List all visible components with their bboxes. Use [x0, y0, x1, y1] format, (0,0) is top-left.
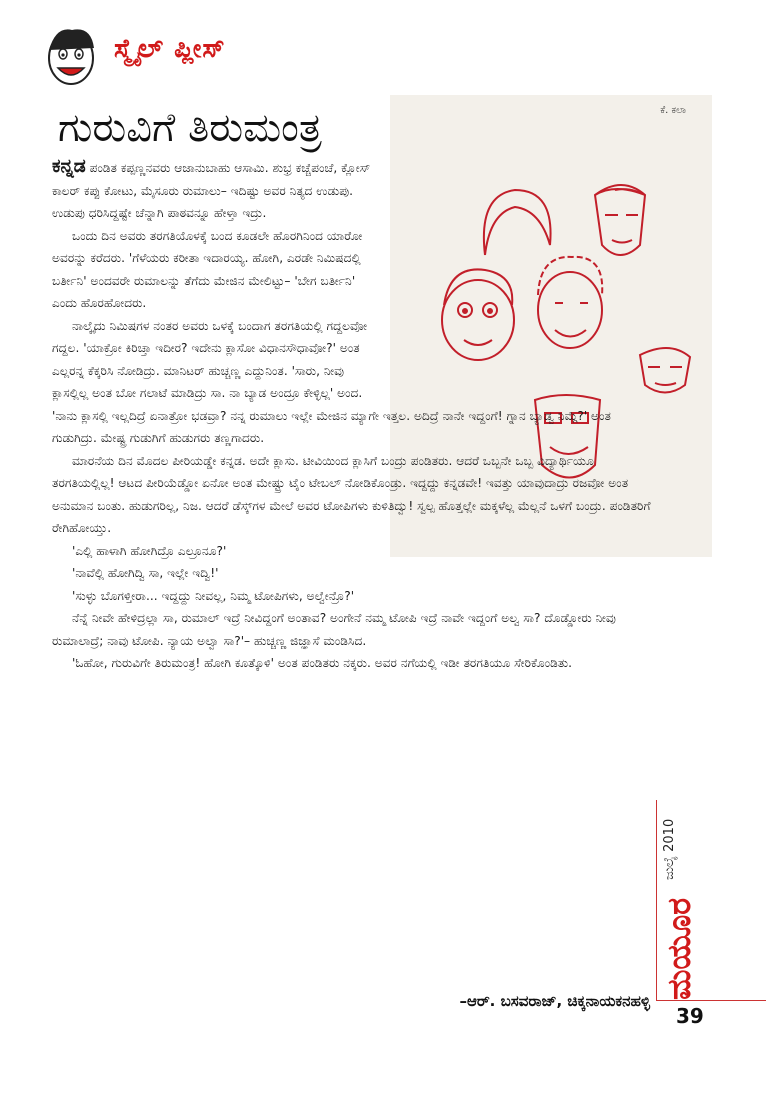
footer-rule: [656, 1000, 766, 1001]
issue-date: ಜುಲೈ 2010: [662, 818, 677, 880]
section-header: [36, 20, 336, 80]
lead-word: ಕನ್ನಡ: [52, 155, 86, 177]
side-rule: [656, 800, 657, 1000]
paragraph-3: ನಾಲ್ಕೈದು ನಿಮಿಷಗಳ ನಂತರ ಅವರು ಒಳಕ್ಕೆ ಬಂದಾಗ ತರಗತಿಯಲ್ಲಿ ಗದ್ದಲವೋ ಗದ್ದಲ. 'ಯಾಕ್ರೋ ಕಿರಿಚ್ತಾ ಇದೀರ? ಇದೇನು ಕ್ಲಾಸೋ ವಿಧಾನಸೌಧಾವೋ?' ಅಂತ ಎಲ್ಲರನ್ನ ಕೆಕ್ಕರಿಸಿ ನೋಡಿದ್ರು. ಮಾನಿಟರ್ ಹುಚ್ಚಣ್ಣ ಎದ್ದುನಿಂತ. 'ಸಾರು, ನೀವು ಕ್ಲಾಸಲ್ಲಿಲ್ಲ ಅಂತ ಬೋ ಗಲಾಟೆ ಮಾಡಿದ್ರು ಸಾ. ನಾ ಬ್ಯಾಡ ಅಂದ್ರೂ ಕೇಳ್ಳಿಲ್ಲ' ಅಂದ.: [52, 318, 368, 400]
paragraph-1: ಕನ್ನಡ ಪಂಡಿತ ಕಪ್ಪಣ್ಣನವರು ಆಜಾನುಬಾಹು ಆಸಾಮಿ. ಶುಭ್ರ ಕಚ್ಚೆಪಂಚೆ, ಕ್ಲೋಸ್ ಕಾಲರ್ ಕಪ್ಪು ಕೋಟು, ಮೈಸೂರು ರುಮಾಲು– ಇದಿಷ್ಟು ಅವರ ನಿತ್ಯದ ಉಡುಪು. ಉಡುಪು ಧರಿಸಿದ್ದಷ್ಟೇ ಚೆನ್ನಾಗಿ ಪಾಠವನ್ನೂ ಹೇಳ್ತಾ ಇದ್ರು.: [52, 155, 371, 220]
paragraph-2: ಒಂದು ದಿನ ಅವರು ತರಗತಿಯೊಳಕ್ಕೆ ಬಂದ ಕೂಡಲೇ ಹೊರಗಿನಿಂದ ಯಾರೋ ಅವರನ್ನು ಕರೆದರು. 'ಗೆಳೆಯರು ಕರೀತಾ ಇದಾರಯ್ಯ. ಹೋಗಿ, ಎರಡೇ ನಿಮಿಷದಲ್ಲಿ ಬರ್ತೀನಿ' ಅಂದವರೇ ರುಮಾಲನ್ನು ತೆಗೆದು ಮೇಜಿನ ಮೇಲಿಟ್ಟು– 'ಬೇಗ ಬರ್ತೀನಿ' ಎಂದು ಹೊರಹೋದರು.: [52, 228, 363, 310]
paragraph-10: 'ಓಹೋ, ಗುರುವಿಗೇ ತಿರುಮಂತ್ರ! ಹೋಗಿ ಕೂತ್ಕೊಳಿ' ಅಂತ ಪಂಡಿತರು ನಕ್ಕರು. ಅವರ ನಗೆಯಲ್ಲಿ ಇಡೀ ತರಗತಿಯೂ ಸೇರಿಕೊಂಡಿತು.: [72, 656, 573, 670]
section-title: ಸ್ಮೈಲ್ ಪ್ಲೀಸ್: [114, 34, 226, 64]
article-title: ಗುರುವಿಗೆ ತಿರುಮಂತ್ರ: [58, 105, 322, 151]
cartoon-face-icon: [36, 20, 106, 90]
article-byline: –ಆರ್. ಬಸವರಾಜ್, ಚಿಕ್ಕನಾಯಕನಹಳ್ಳಿ: [459, 992, 650, 1010]
paragraph-6: 'ಎಲ್ಲಿ ಹಾಳಾಗಿ ಹೋಗಿದ್ರೊ ಎಲ್ರೂನೂ?': [72, 543, 227, 558]
paragraph-7: 'ನಾವೆಲ್ಲಿ ಹೋಗಿದ್ವಿ ಸಾ, ಇಲ್ಲೇ ಇದ್ವಿ!': [72, 566, 219, 580]
article-body: [52, 155, 652, 675]
illustration-credit: ಕೆ. ಕಲಾ: [660, 105, 686, 116]
paragraph-5: ಮಾರನೆಯ ದಿನ ಮೊದಲ ಪೀರಿಯಡ್ಡೇ ಕನ್ನಡ. ಅದೇ ಕ್ಲಾಸು. ಟೀವಿಯಿಂದ ಕ್ಲಾಸಿಗೆ ಬಂದ್ರು ಪಂಡಿತರು. ಆದರೆ ಒಬ್ಬನೇ ಒಬ್ಬ ವಿದ್ಯಾರ್ಥಿಯೂ ತರಗತಿಯಲ್ಲಿಲ್ಲ! ಆಟದ ಪೀರಿಯೆಡ್ಡೋ ಏನೋ ಅಂತ ಮೇಷ್ಟ್ರು ಟೈಂ ಟೇಬಲ್ ನೋಡಿಕೊಂಡ್ರು. ಇದ್ದದ್ದು ಕನ್ನಡವೇ! ಇವತ್ತು ಯಾವುದಾದ್ರು ರಜವೋ ಅಂತ ಅನುಮಾನ ಬಂತು. ಹುಡುಗರಿಲ್ಲ, ನಿಜ. ಆದರೆ ಡೆಸ್ಕ್‌ಗಳ ಮೇಲೆ ಅವರ ಟೋಪಿಗಳು ಕುಳಿತಿದ್ವು! ಸ್ವಲ್ಪ ಹೊತ್ತಲ್ಲೇ ಮಕ್ಕಳೆಲ್ಲ ಮೆಲ್ಲನೆ ಒಳಗೆ ಬಂದ್ರು. ಪಂಡಿತರಿಗೆ ರೇಗಿಹೋಯ್ತು.: [52, 453, 651, 535]
page-number: 39: [676, 1004, 704, 1028]
paragraph-8: 'ಸುಳ್ಳು ಬೊಗಳ್ತೀರಾ... ಇದ್ದದ್ದು ನೀವಲ್ಲ, ನಿಮ್ಮ ಟೋಪಿಗಳು, ಅಲ್ವೇನ್ರೊ?': [72, 588, 355, 603]
paragraph-9: ನೆನ್ನೆ ನೀವೇ ಹೇಳಿದ್ರಲ್ಲಾ ಸಾ, ರುಮಾಲ್ ಇದ್ರೆ ನೀವಿದ್ದಂಗೆ ಅಂತಾವ? ಅಂಗೇನೆ ನಮ್ಮ ಟೋಪಿ ಇದ್ರೆ ನಾವೇ ಇದ್ದಂಗೆ ಅಲ್ವ ಸಾ? ದೊಡ್ಡೋರು ನೀವು ರುಮಾಲಾದ್ರೆ; ನಾವು ಟೋಪಿ. ನ್ಯಾಯ ಅಲ್ವಾ ಸಾ?'– ಹುಚ್ಚಣ್ಣ ಜಿಜ್ಞಾಸೆ ಮಂಡಿಸಿದ.: [52, 611, 616, 648]
paragraph-4: 'ನಾನು ಕ್ಲಾಸಲ್ಲಿ ಇಲ್ಲದಿದ್ರೆ ಏನಾತ್ರೋ ಭಡವ್ರಾ? ನನ್ನ ರುಮಾಲು ಇಲ್ಲೇ ಮೇಜಿನ ಮ್ಯಾಗೇ ಇತ್ತಲ. ಅದಿದ್ರೆ ನಾನೇ ಇದ್ದಂಗೆ! ಗ್ನಾನ ಬ್ಯಾಡ್ವ ನಿಮ್ಗೆ?' ಅಂತ ಗುಡುಗಿದ್ರು. ಮೇಷ್ಟ್ರ ಗುಡುಗಿಗೆ ಹುಡುಗರು ತಣ್ಣಗಾದರು.: [52, 408, 611, 445]
magazine-logo: ಮಯೂರ: [660, 897, 698, 1000]
